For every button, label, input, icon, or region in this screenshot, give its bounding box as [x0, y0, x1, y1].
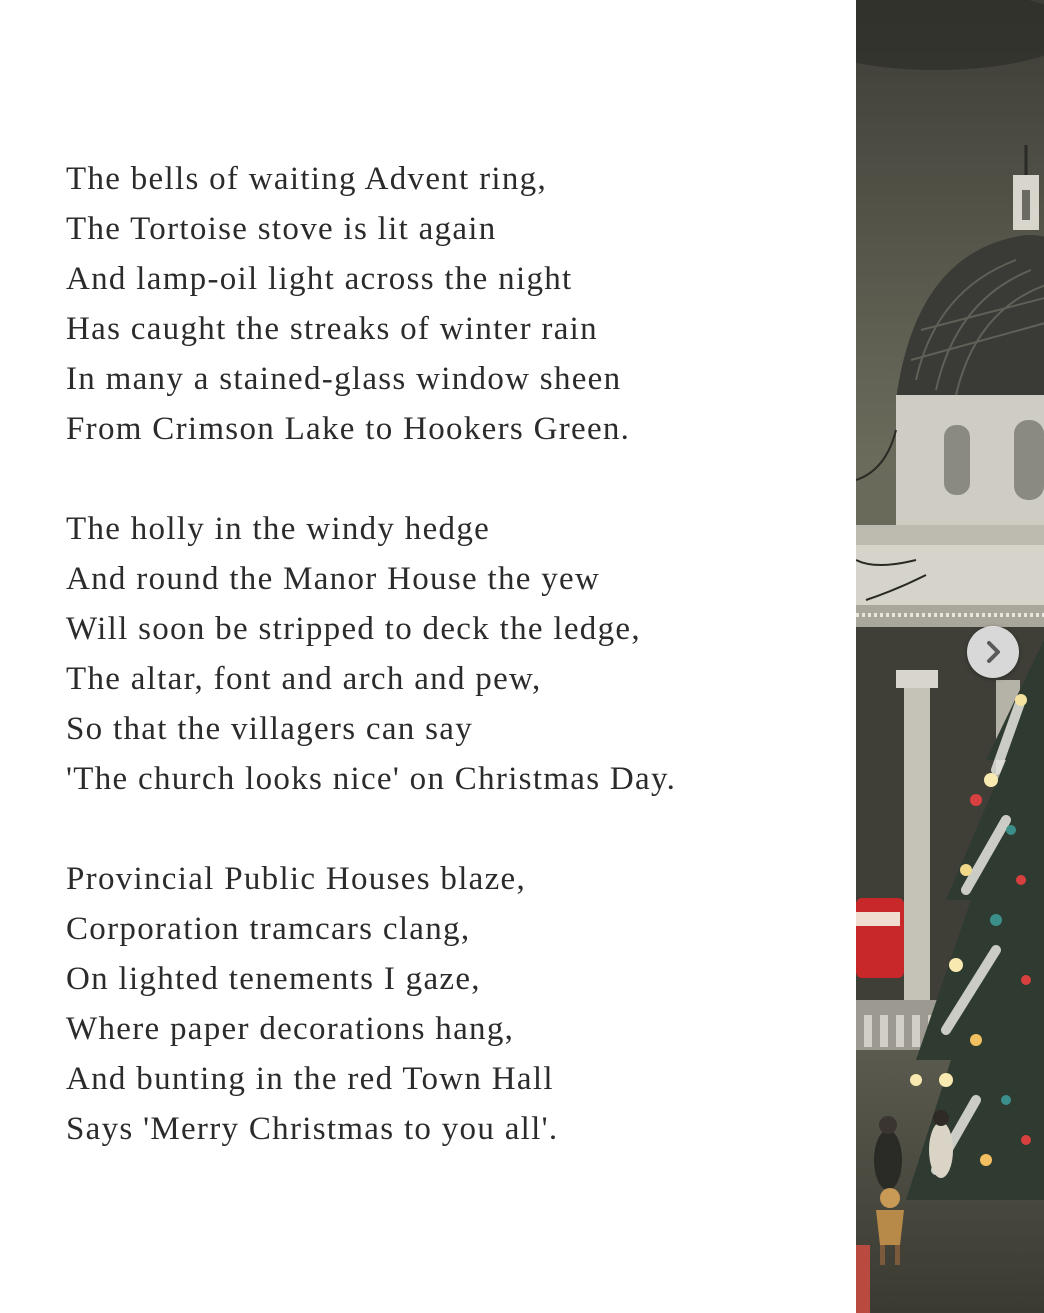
- drum-window-2: [1014, 420, 1044, 500]
- next-slide-button[interactable]: [967, 626, 1019, 678]
- column-1: [904, 680, 930, 1010]
- chevron-right-icon: [967, 626, 1019, 678]
- poem-line: In many a stained-glass window sheen: [66, 361, 622, 397]
- drum-window-1: [944, 425, 970, 495]
- frieze: [856, 605, 1044, 627]
- stanza-2: [66, 504, 846, 804]
- cornice: [856, 525, 1044, 545]
- poem-line: And lamp-oil light across the night: [66, 261, 573, 297]
- poem-line: Has caught the streaks of winter rain: [66, 311, 598, 347]
- poem-line: So that the villagers can say: [66, 711, 474, 747]
- poem-line: From Crimson Lake to Hookers Green.: [66, 411, 631, 447]
- stanza-1: [66, 154, 846, 454]
- poem-line: And round the Manor House the yew: [66, 561, 601, 597]
- poem-line: Will soon be stripped to deck the ledge,: [66, 611, 641, 647]
- red-bus: [856, 898, 904, 978]
- poem: [66, 154, 846, 1204]
- poem-line: The altar, font and arch and pew,: [66, 661, 542, 697]
- column-capital-1: [896, 670, 938, 688]
- poem-line: Corporation tramcars clang,: [66, 911, 471, 947]
- poem-line: 'The church looks nice' on Christmas Day.: [66, 761, 677, 797]
- cloud: [856, 0, 1044, 70]
- poem-line: Provincial Public Houses blaze,: [66, 861, 527, 897]
- red-figure-edge: [856, 1245, 870, 1313]
- stanza-3: [66, 854, 846, 1154]
- poem-line: On lighted tenements I gaze,: [66, 961, 481, 997]
- poem-line: The bells of waiting Advent ring,: [66, 161, 547, 197]
- bus-window: [856, 912, 900, 926]
- poem-line: And bunting in the red Town Hall: [66, 1061, 554, 1097]
- facade: [856, 545, 1044, 605]
- lantern-window: [1022, 190, 1030, 220]
- poem-line: The Tortoise stove is lit again: [66, 211, 497, 247]
- poem-line: Says 'Merry Christmas to you all'.: [66, 1111, 559, 1147]
- poem-line: Where paper decorations hang,: [66, 1011, 515, 1047]
- poem-line: The holly in the windy hedge: [66, 511, 491, 547]
